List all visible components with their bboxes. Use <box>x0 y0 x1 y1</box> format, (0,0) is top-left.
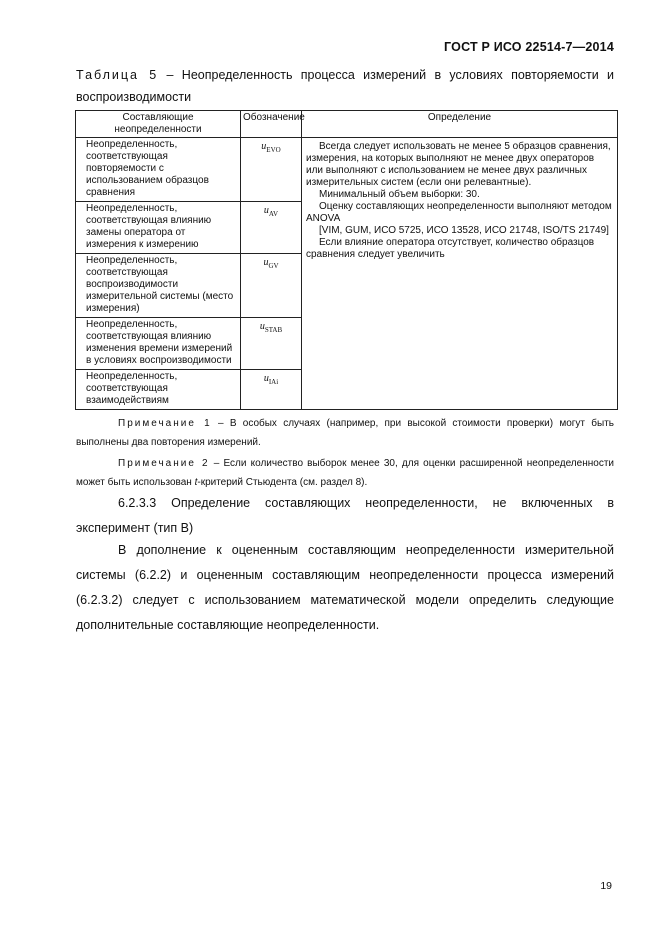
row-name: Неопределенность, соответствующая взаимодействиям <box>76 370 241 410</box>
table-row <box>76 138 618 202</box>
definition-para: Минимальный объем выборки: 30. <box>319 189 480 200</box>
table-caption-text: – Неопределенность процесса измерений в условиях повторяемости и воспроизводимости <box>76 68 615 104</box>
table-header-row <box>76 111 618 138</box>
body-paragraph: В дополнение к оцененным составляющим неопределенности измерительной системы (6.2.2) и оцененным составляющим неопределенности процесса измерений (6.2.3.2) следует с использованием математической модели определить следующие дополнительные составляющие неопределенности. <box>76 543 614 632</box>
row-symbol: $u_{EVO}$ <box>241 138 302 202</box>
note-2-text-before: – Если количество выборок менее 30, для оценки расширенной неопределенности может быть использован <box>76 458 614 488</box>
uncertainty-table <box>75 110 618 410</box>
note-2-label: Примечание 2 <box>118 458 210 469</box>
note-2-t-letter: t <box>194 477 198 488</box>
row-name: Неопределенность, соответствующая влиянию замены оператора от измерения к измерению <box>76 202 241 254</box>
row-name: Неопределенность, соответствующая воспроизводимости измерительной системы (место измерения) <box>76 254 241 318</box>
definition-para: Всегда следует использовать не менее 5 образцов сравнения, измерения, на которых выполняют не менее двух операторов или выполняют с использованием не менее двух различных измерительных систем (если они релевантные). <box>306 141 611 188</box>
table-caption-lead: Таблица 5 <box>76 68 159 82</box>
header-definition: Определение <box>302 111 618 138</box>
definition-para: Если влияние оператора отсутствует, количество образцов сравнения следует увеличить <box>306 237 595 260</box>
standard-id: ГОСТ Р ИСО 22514-7—2014 <box>444 40 614 54</box>
note-2 <box>76 454 614 492</box>
definition-para: Оценку составляющих неопределенности выполняют методом ANOVA <box>306 201 612 224</box>
definition-para: [VIM, GUM, ИСО 5725, ИСО 13528, ИСО 21748, ISO/TS 21749] <box>319 225 609 236</box>
table-caption <box>76 64 614 108</box>
row-symbol: $u_{AV}$ <box>241 202 302 254</box>
note-1-label: Примечание 1 <box>118 418 212 429</box>
row-name: Неопределенность, соответствующая повторяемости с использованием образцов сравнения <box>76 138 241 202</box>
header-symbol: Обозначение <box>241 111 302 138</box>
note-1 <box>76 414 614 452</box>
header-components: Составляющие неопределенности <box>76 111 241 138</box>
row-symbol: $u_{STAB}$ <box>241 318 302 370</box>
row-symbol: $u_{IAi}$ <box>241 370 302 410</box>
definition-cell <box>302 138 618 410</box>
row-symbol: $u_{GV}$ <box>241 254 302 318</box>
note-1-text: – В особых случаях (например, при высокой стоимости проверки) могут быть выполнены два повторения измерений. <box>76 418 614 448</box>
section-heading: 6.2.3.3 Определение составляющих неопределенности, не включенных в эксперимент (тип В) <box>76 496 614 535</box>
row-name: Неопределенность, соответствующая влиянию изменения времени измерений в условиях воспроизводимости <box>76 318 241 370</box>
page-number: 19 <box>600 880 612 892</box>
note-2-text-after: -критерий Стьюдента (см. раздел 8). <box>197 477 368 488</box>
